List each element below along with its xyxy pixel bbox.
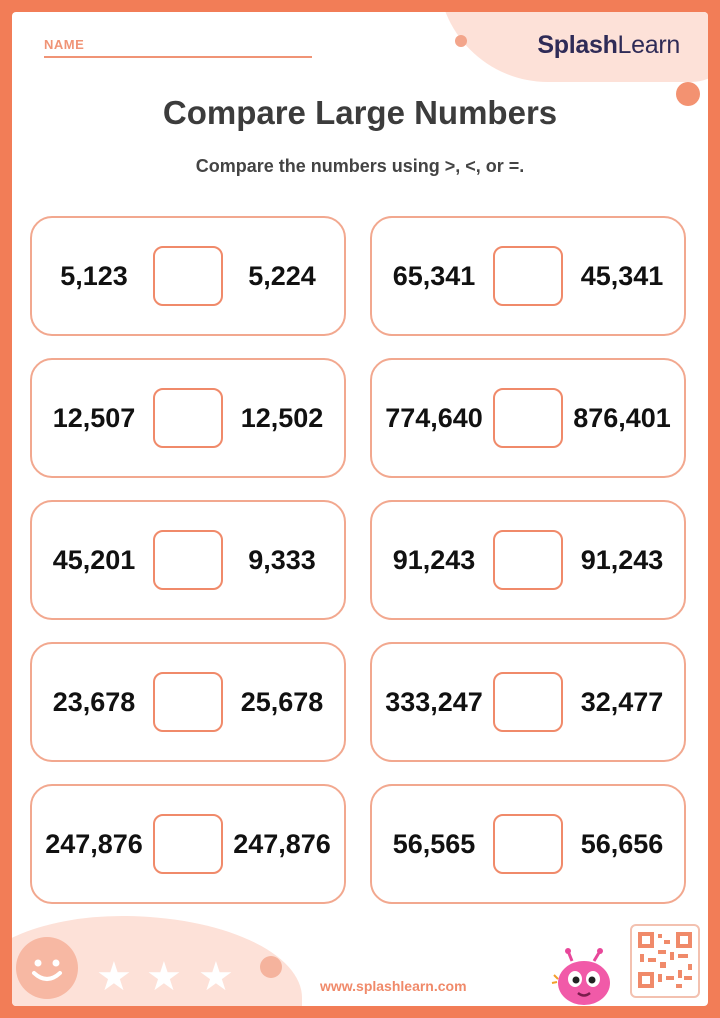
left-number: 12,507 [52,403,136,433]
page-title: Compare Large Numbers [162,94,558,131]
star-icon: ★ [146,955,182,999]
problem-card [30,216,346,336]
name-label: NAME [44,37,85,52]
problem-card [30,642,346,762]
decorative-dot [260,956,282,978]
star-icon: ★ [198,955,234,999]
answer-box[interactable] [153,814,223,874]
right-number: 12,502 [240,403,324,433]
splashlearn-logo: SplashLearn [537,31,680,59]
left-number: 774,640 [385,403,483,433]
left-number: 45,201 [52,545,136,575]
problem-card [370,642,686,762]
left-number: 23,678 [52,687,136,717]
left-number: 65,341 [392,261,476,291]
problem-card [370,216,686,336]
left-number: 5,123 [60,261,128,291]
problem-card [30,784,346,904]
instructions: Compare the numbers using >, <, or =. [195,156,525,176]
right-number: 5,224 [248,261,316,291]
right-number: 56,656 [580,829,664,859]
answer-box[interactable] [153,672,223,732]
worksheet-page [12,12,708,1006]
problem-card [30,358,346,478]
left-number: 333,247 [385,687,483,717]
right-number: 247,876 [233,829,331,859]
left-number: 56,565 [392,829,476,859]
answer-box[interactable] [493,246,563,306]
answer-box[interactable] [493,530,563,590]
left-number: 247,876 [45,829,143,859]
problem-card [30,500,346,620]
right-number: 9,333 [248,545,316,575]
right-number: 25,678 [240,687,324,717]
problem-card [370,500,686,620]
problem-card [370,784,686,904]
answer-box[interactable] [153,388,223,448]
left-number: 91,243 [392,545,476,575]
answer-box[interactable] [493,388,563,448]
answer-box[interactable] [153,246,223,306]
name-field[interactable] [44,56,312,58]
website-url[interactable]: www.splashlearn.com [320,978,467,994]
right-number: 32,477 [580,687,664,717]
answer-box[interactable] [493,672,563,732]
answer-box[interactable] [153,530,223,590]
right-number: 91,243 [580,545,664,575]
decorative-dot [455,35,467,47]
qr-code-icon[interactable] [630,924,700,998]
answer-box[interactable] [493,814,563,874]
mascot-icon [548,947,620,1006]
problem-card [370,358,686,478]
right-number: 45,341 [580,261,664,291]
smiley-icon [16,937,78,999]
right-number: 876,401 [573,403,671,433]
star-icon: ★ [96,955,132,999]
